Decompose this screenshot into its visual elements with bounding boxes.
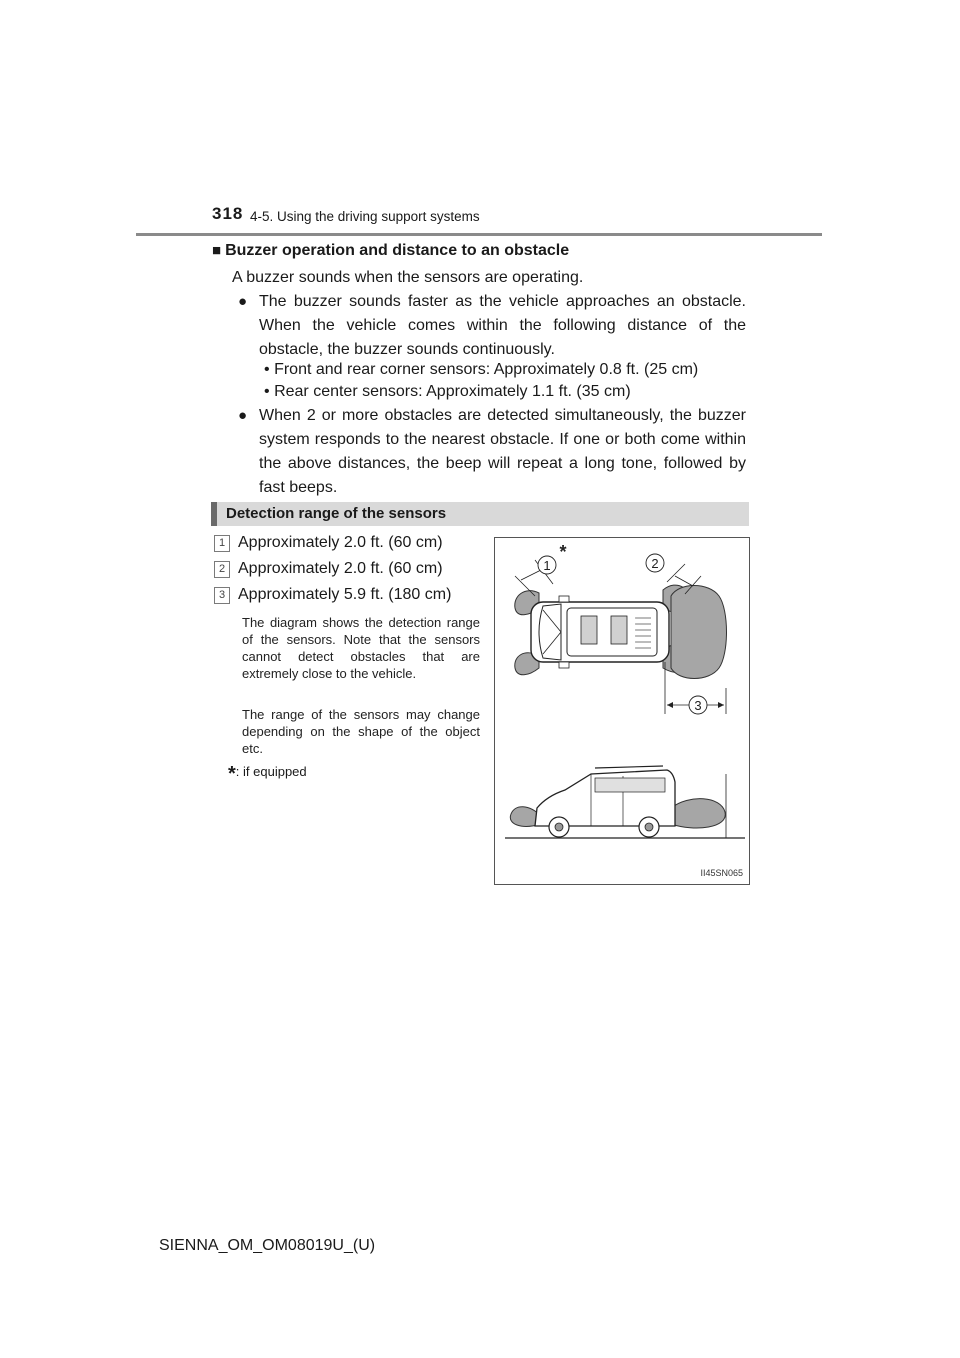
circle-bullet-icon: ● xyxy=(238,293,248,310)
rear-center-zone xyxy=(671,586,727,679)
sensor-diagram xyxy=(494,537,750,885)
sunroof-rear xyxy=(611,616,627,644)
dot-bullet-icon: • xyxy=(264,361,270,378)
sub-item-corner-text: Front and rear corner sensors: Approximately 0.8 ft. (25 cm) xyxy=(274,361,699,378)
buzzer-bullet-2 xyxy=(240,404,746,500)
square-bullet-icon: ■ xyxy=(212,242,222,259)
range-item-text: Approximately 2.0 ft. (60 cm) xyxy=(238,534,443,551)
dim-line-2 xyxy=(667,564,685,582)
detection-note-2: The range of the sensors may change depending on the shape of the object etc. xyxy=(242,707,480,756)
mirror-right xyxy=(559,662,569,668)
dim-arrow-1 xyxy=(521,570,541,580)
mirror-left xyxy=(559,596,569,602)
buzzer-intro: A buzzer sounds when the sensors are operating. xyxy=(232,269,584,286)
buzzer-bullet-2-text: When 2 or more obstacles are detected simultaneously, the buzzer system responds to the nearest obstacle. If one or both come within the above distances, the beep will repeat a long tone, followed by fast beeps. xyxy=(259,407,746,496)
header-rule xyxy=(136,233,822,236)
range-item-1 xyxy=(214,534,443,552)
rear-wheel-hub xyxy=(645,823,653,831)
callout-number: 3 xyxy=(214,587,230,604)
asterisk-mark: * xyxy=(228,763,236,785)
circle-bullet-icon: ● xyxy=(238,407,248,424)
sub-item-corner xyxy=(264,358,698,382)
sunroof-front xyxy=(581,616,597,644)
section-title: 4-5. Using the driving support systems xyxy=(250,209,480,224)
detection-heading: Detection range of the sensors xyxy=(211,502,749,526)
callout-number: 1 xyxy=(214,535,230,552)
footnote xyxy=(228,763,307,786)
arrowhead-icon xyxy=(667,702,673,708)
detection-note-1: The diagram shows the detection range of the sensors. Note that the sensors cannot detect obstacles that are extremely close to the vehicle. xyxy=(242,615,480,681)
doc-code: SIENNA_OM_OM08019U_(U) xyxy=(159,1237,376,1254)
range-item-3 xyxy=(214,586,451,604)
front-wheel-hub xyxy=(555,823,563,831)
buzzer-bullet-1 xyxy=(240,290,746,362)
callout-1-label: 1 xyxy=(543,558,551,573)
figure-code: II45SN065 xyxy=(700,868,743,878)
sensor-diagram-svg xyxy=(495,538,749,884)
sub-item-center xyxy=(264,380,631,404)
buzzer-heading xyxy=(212,242,569,260)
callout-number: 2 xyxy=(214,561,230,578)
sub-item-center-text: Rear center sensors: Approximately 1.1 ft. (35 cm) xyxy=(274,383,631,400)
footnote-text: : if equipped xyxy=(235,764,307,779)
range-item-text: Approximately 5.9 ft. (180 cm) xyxy=(238,586,452,603)
side-window xyxy=(595,778,665,792)
roof-rack-line xyxy=(595,766,663,768)
buzzer-heading-text: Buzzer operation and distance to an obstacle xyxy=(225,242,570,259)
arrowhead-icon xyxy=(718,702,724,708)
dot-bullet-icon: • xyxy=(264,383,270,400)
range-item-text: Approximately 2.0 ft. (60 cm) xyxy=(238,560,443,577)
vehicle-top-hood xyxy=(539,604,561,660)
page-number: 318 xyxy=(212,204,244,223)
callout-3-label: 3 xyxy=(694,698,702,713)
side-rear-zone xyxy=(671,799,725,828)
dim-arrow-2 xyxy=(675,576,693,586)
range-item-2 xyxy=(214,560,443,578)
buzzer-bullet-1-text: The buzzer sounds faster as the vehicle approaches an obstacle. When the vehicle comes within the following distance of the obstacle, the buzzer sounds continuously. xyxy=(259,293,746,358)
callout-2-label: 2 xyxy=(651,556,659,571)
asterisk-label: * xyxy=(559,542,567,562)
